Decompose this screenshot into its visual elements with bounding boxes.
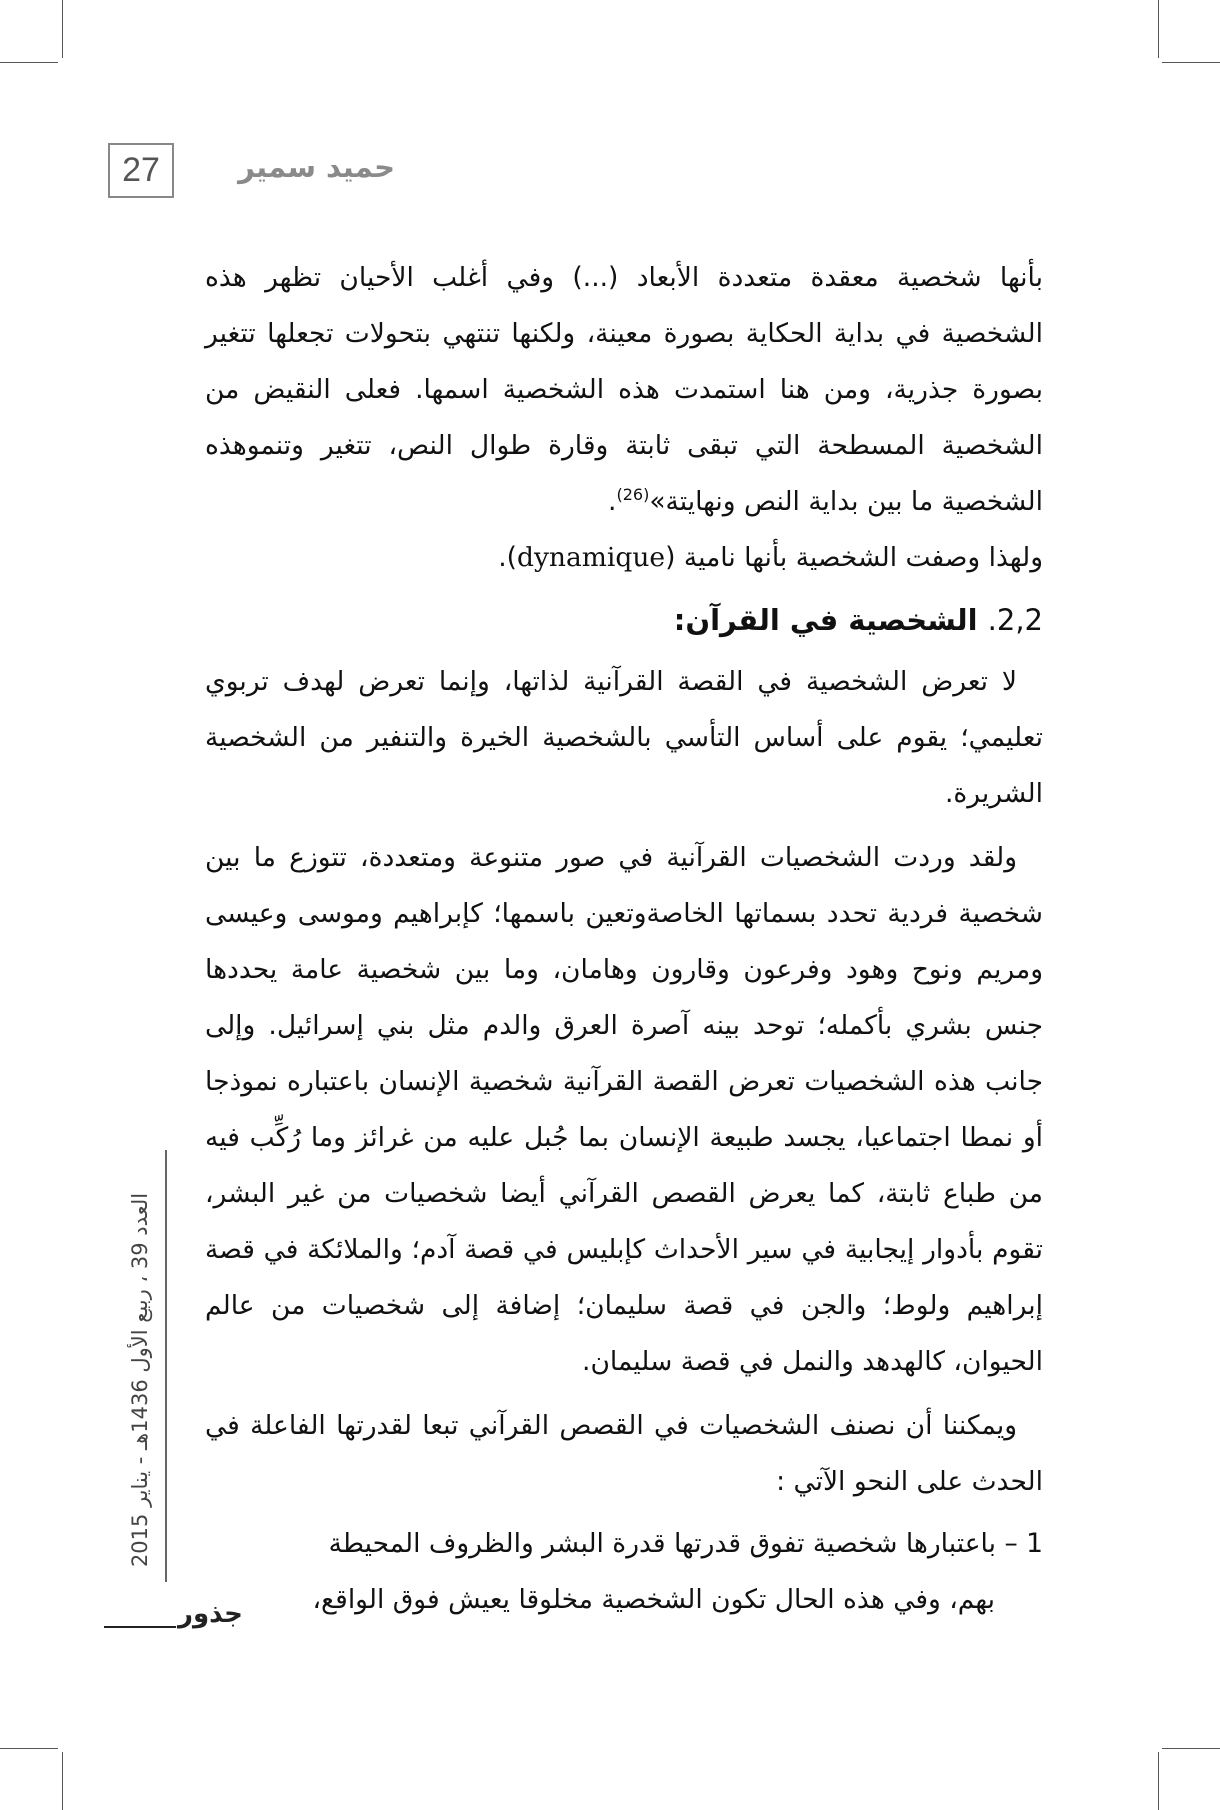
crop-mark — [1158, 0, 1159, 58]
list-marker: 1 – — [1004, 1528, 1043, 1559]
paragraph: بأنها شخصية معقدة متعددة الأبعاد (...) وفي أغلب الأحيان تظهر هذه الشخصية في بداية الحكاية بصورة معينة، ولكنها تنتهي بتحولات تجعلها تتغير بصورة جذرية، ومن هنا استمدت هذه الشخصية اسمها. فعلى النقيض من الشخصية المسطحة التي تبقى ثابتة وقارة طوال النص، تتغير وتنموهذه الشخصية ما بين بداية النص ونهايتة»$^{(26)}$. — [205, 262, 1043, 517]
latin-term: dynamique — [517, 542, 666, 573]
paragraph: لا تعرض الشخصية في القصة القرآنية لذاتها، وإنما تعرض لهدف تربوي تعليمي؛ يقوم على أساس التأسي بالشخصية الخيرة والتنفير من الشخصية الشريرة. — [205, 666, 1043, 809]
crop-mark — [1162, 1748, 1220, 1749]
crop-mark — [0, 1748, 58, 1749]
paragraph: ولهذا وصفت الشخصية بأنها نامية (dynamique). — [498, 542, 1043, 573]
page-number: 27 — [108, 143, 174, 198]
crop-mark — [1158, 1752, 1159, 1810]
article-body — [205, 250, 1043, 1628]
section-title: الشخصية في القرآن: — [673, 603, 978, 637]
section-number: 2,2. — [987, 603, 1043, 637]
section-heading — [205, 592, 1043, 648]
journal-logo — [100, 1590, 243, 1632]
crop-mark — [1162, 62, 1220, 63]
issue-caption: العدد 39 ، ربيع الأول 1436هـ - يناير 2015 — [128, 1192, 153, 1568]
footnote-ref: (26) — [616, 485, 650, 505]
paragraph: ولقد وردت الشخصيات القرآنية في صور متنوعة ومتعددة، تتوزع ما بين شخصية فردية تحدد بسماتها الخاصةوتعين باسمها؛ كإبراهيم وموسى وعيسى ومريم ونوح وهود وفرعون وقارون وهامان، وما بين شخصية عامة يحددها جنس بشري بأكمله؛ توحد بينه آصرة العرق والدم مثل بني إسرائيل. وإلى جانب هذه الشخصيات تعرض القصة القرآنية شخصية الإنسان باعتباره نموذجا أو نمطا اجتماعيا، يجسد طبيعة الإنسان بما جُبل عليه من غرائز وما رُكِّب فيه من طباع ثابتة، كما يعرض القصص القرآني أيضا شخصيات من غير البشر، تقوم بأدوار إيجابية في سير الأحداث كإبليس في قصة آدم؛ والملائكة في قصة إبراهيم ولوط؛ والجن في قصة سليمان؛ إضافة إلى شخصيات من عالم الحيوان، كالهدهد والنمل في قصة سليمان. — [205, 842, 1043, 1377]
crop-mark — [62, 0, 63, 58]
crop-mark — [0, 62, 58, 63]
svg-text:جذور: جذور — [178, 1599, 243, 1629]
divider — [165, 1150, 167, 1582]
list-item: 1 – باعتبارها شخصية تفوق قدرتها قدرة البشر والظروف المحيطة بهم، وفي هذه الحال تكون الشخصية مخلوقا يعيش فوق الواقع، — [312, 1528, 1043, 1615]
crop-mark — [62, 1752, 63, 1810]
paragraph: ويمكننا أن نصنف الشخصيات في القصص القرآني تبعا لقدرتها الفاعلة في الحدث على النحو الآتي : — [205, 1410, 1043, 1497]
author-name: حميد سمير — [238, 150, 395, 184]
